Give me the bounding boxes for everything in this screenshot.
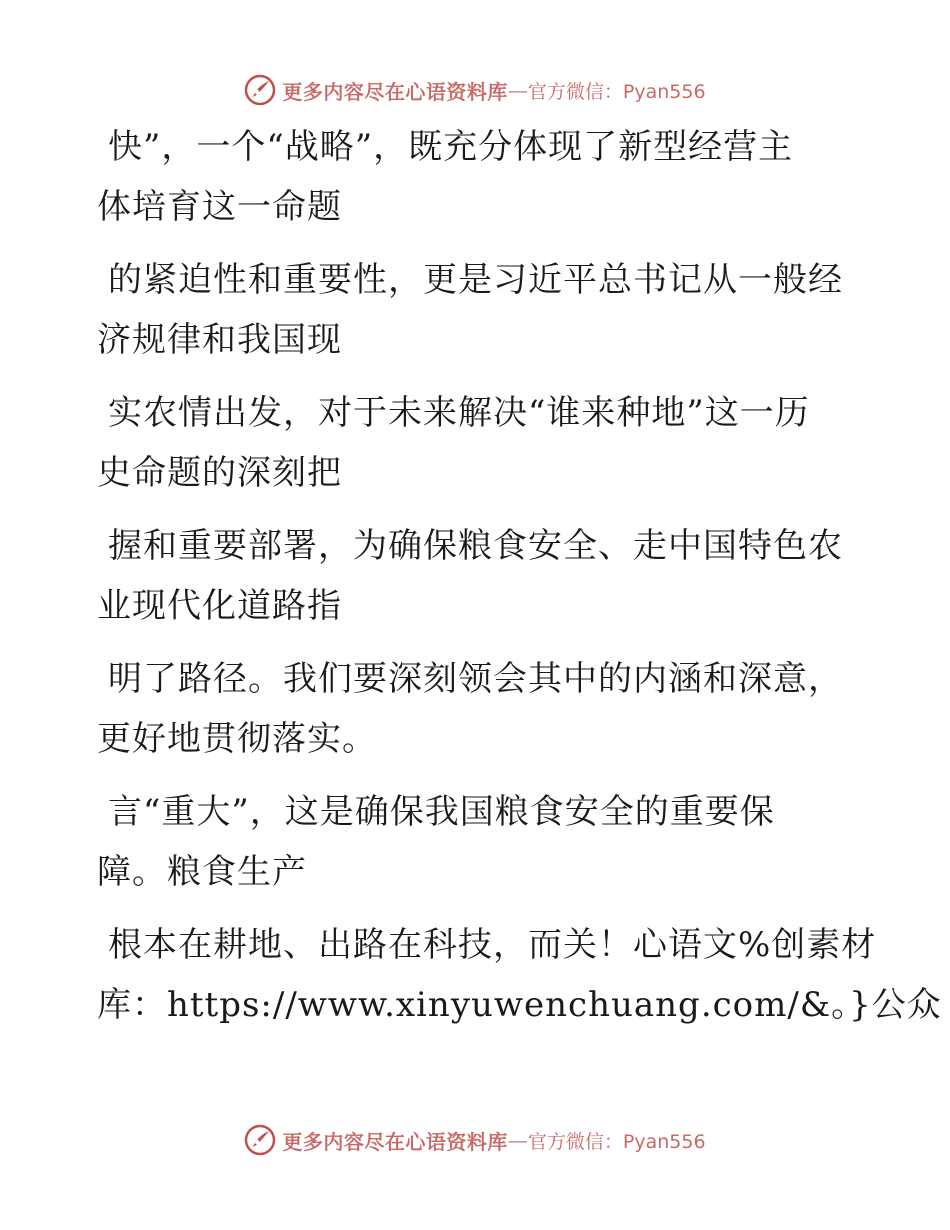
feather-logo-icon — [244, 1124, 276, 1156]
body-line: 障。粮食生产 — [97, 852, 307, 892]
body-line: 明了路径。我们要深刻领会其中的内涵和深意， — [108, 659, 843, 699]
body-line: 快”，一个“战略”，既充分体现了新型经营主 — [108, 127, 794, 167]
body-line: 体培育这一命题 — [97, 187, 342, 227]
body-line: 库：https://www.xinyuwenchuang.com/&。}公众 — [97, 985, 942, 1025]
footer-banner — [0, 1120, 950, 1160]
body-line: 济规律和我国现 — [97, 320, 342, 360]
header-banner — [0, 70, 950, 110]
body-line: 更好地贯彻落实。 — [97, 719, 377, 759]
body-line: 握和重要部署，为确保粮食安全、走中国特色农 — [108, 526, 843, 566]
footer-brand-text: 更多内容尽在心语资料库 — [282, 1129, 508, 1154]
body-line: 史命题的深刻把 — [97, 453, 342, 493]
footer-contact-text: 官方微信：Pyan556 — [527, 1130, 706, 1153]
body-line: 根本在耕地、出路在科技，而关！心语文%创素材 — [108, 925, 877, 965]
header-brand-text: 更多内容尽在心语资料库 — [282, 79, 508, 104]
body-line: 实农情出发，对于未来解决“谁来种地”这一历 — [108, 393, 810, 433]
header-contact-text: 官方微信：Pyan556 — [527, 80, 706, 103]
feather-logo-icon — [244, 74, 276, 106]
header-dash: — — [507, 78, 528, 102]
body-line: 言“重大”，这是确保我国粮食安全的重要保 — [108, 792, 775, 832]
footer-dash: — — [507, 1128, 528, 1152]
body-line: 业现代化道路指 — [97, 586, 342, 626]
body-line: 的紧迫性和重要性，更是习近平总书记从一般经 — [108, 260, 843, 300]
